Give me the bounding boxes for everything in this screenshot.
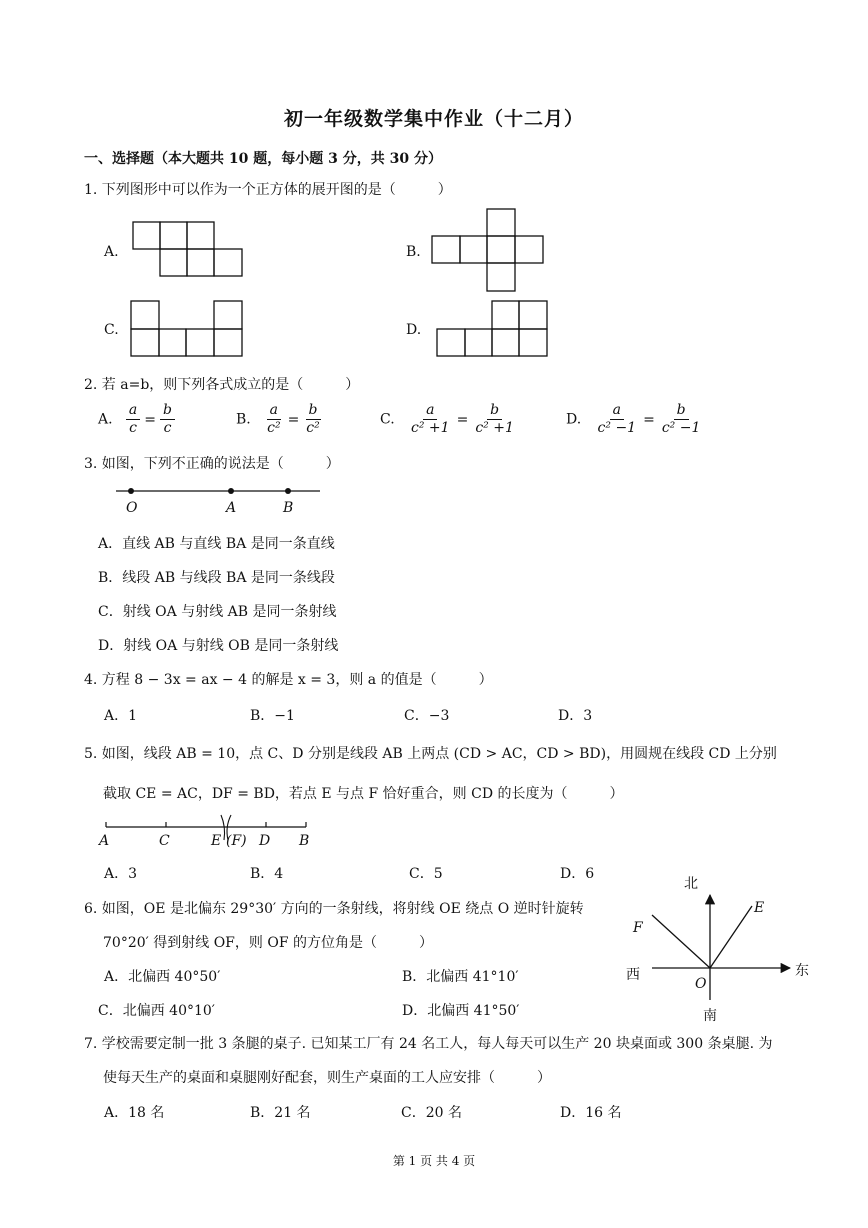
compass-point-e: E xyxy=(754,900,765,916)
q5-option-b: B．4 xyxy=(250,866,284,882)
q2-c-label: C. xyxy=(380,411,395,428)
q3-point-a: A xyxy=(226,500,237,516)
q3-option-a: A．直线 AB 与直线 BA 是同一条直线 xyxy=(98,536,335,552)
q2-c-eq: = xyxy=(456,411,469,428)
q2-b-eq: = xyxy=(287,411,300,428)
question-3-stem: 3. 如图，下列不正确的说法是（ ） xyxy=(84,456,340,472)
q2-d-num1: a xyxy=(610,402,624,420)
question-6-stem-line2: 70°20′ 得到射线 OF，则 OF 的方位角是（ ） xyxy=(103,935,433,951)
q5-point-c: C xyxy=(159,833,170,849)
q2-a-den1: c xyxy=(129,420,138,436)
q2-d-label: D. xyxy=(566,411,582,428)
compass-point-f: F xyxy=(633,920,643,936)
q2-a-num1: a xyxy=(126,402,140,420)
q7-option-b: B．21 名 xyxy=(250,1105,311,1121)
q2-d-den1: c² −1 xyxy=(597,420,637,436)
q3-option-c: C．射线 OA 与射线 AB 是同一条射线 xyxy=(98,604,337,620)
q2-c-den2: c² +1 xyxy=(475,420,514,436)
q7-option-a: A．18 名 xyxy=(104,1105,165,1121)
q6-option-d: D．北偏西 41°50′ xyxy=(402,1003,520,1019)
q2-d-den2: c² −1 xyxy=(661,420,701,436)
q4-option-d: D．3 xyxy=(558,708,593,724)
q5-option-a: A．3 xyxy=(104,866,138,882)
question-5-stem-line2: 截取 CE = AC，DF = BD，若点 E 与点 F 恰好重合，则 CD 的长度为（ ） xyxy=(103,786,624,802)
q2-a-label: A. xyxy=(98,411,113,428)
question-7-stem-line2: 使每天生产的桌面和桌腿刚好配套，则生产桌面的工人应安排（ ） xyxy=(103,1070,551,1086)
q1-option-a-label: A. xyxy=(104,244,119,260)
q4-option-b: B．−1 xyxy=(250,708,295,724)
page-title: 初一年级数学集中作业（十二月） xyxy=(283,108,584,130)
section-heading: 一、选择题（本大题共 10 题，每小题 3 分，共 30 分） xyxy=(84,151,442,167)
q2-d-eq: = xyxy=(643,411,655,428)
question-6-stem-line1: 6. 如图，OE 是北偏东 29°30′ 方向的一条射线，将射线 OE 绕点 O 逆时针旋转 xyxy=(84,901,584,917)
q6-option-a: A．北偏西 40°50′ xyxy=(104,969,221,985)
compass-north-label: 北 xyxy=(684,876,698,892)
q2-b-label: B. xyxy=(236,411,251,428)
q4-option-c: C．−3 xyxy=(404,708,450,724)
q2-c-num1: a xyxy=(423,402,437,420)
q1-option-b-label: B. xyxy=(406,244,421,260)
question-4-stem: 4. 方程 8 − 3x = ax − 4 的解是 x = 3，则 a 的值是（ ） xyxy=(84,672,493,688)
q5-point-e: E xyxy=(211,833,222,849)
question-2-stem: 2. 若 a=b，则下列各式成立的是（ ） xyxy=(84,377,360,393)
q7-option-c: C．20 名 xyxy=(401,1105,462,1121)
q4-option-a: A．1 xyxy=(104,708,138,724)
q7-option-d: D．16 名 xyxy=(560,1105,622,1121)
compass-point-o: O xyxy=(695,976,707,992)
q3-point-o: O xyxy=(126,500,138,516)
page-footer: 第 1 页 共 4 页 xyxy=(392,1154,476,1168)
q5-point-a: A xyxy=(99,833,110,849)
q6-option-b: B．北偏西 41°10′ xyxy=(402,969,519,985)
q1-option-d-label: D. xyxy=(406,322,422,338)
q2-c-den1: c² +1 xyxy=(411,420,450,436)
q3-point-b: B xyxy=(283,500,294,516)
question-7-stem-line1: 7. 学校需要定制一批 3 条腿的桌子. 已知某工厂有 24 名工人，每人每天可以生产 20 块桌面或 300 条桌腿. 为 xyxy=(84,1036,773,1052)
q6-option-c: C．北偏西 40°10′ xyxy=(98,1003,215,1019)
q3-option-d: D．射线 OA 与射线 OB 是同一条射线 xyxy=(98,638,339,654)
q5-point-b: B xyxy=(299,833,310,849)
q2-b-den2: c² xyxy=(306,420,320,436)
q2-d-num2: b xyxy=(674,402,689,420)
q2-a-den2: c xyxy=(163,420,172,436)
compass-east-label: 东 xyxy=(795,963,809,979)
question-1-stem: 1. 下列图形中可以作为一个正方体的展开图的是（ ） xyxy=(84,182,452,198)
q2-b-den1: c² xyxy=(267,420,281,436)
question-5-stem-line1: 5. 如图，线段 AB = 10，点 C、D 分别是线段 AB 上两点 (CD > AC，CD > BD)，用圆规在线段 CD 上分别 xyxy=(84,746,777,762)
q2-b-num2: b xyxy=(306,402,321,420)
q1-option-c-label: C. xyxy=(104,322,119,338)
compass-west-label: 西 xyxy=(626,967,640,983)
compass-south-label: 南 xyxy=(703,1008,717,1024)
q2-c-num2: b xyxy=(487,402,502,420)
q5-point-f: (F) xyxy=(226,833,247,849)
q2-a-num2: b xyxy=(160,402,175,420)
q5-option-c: C．5 xyxy=(409,866,443,882)
q5-option-d: D．6 xyxy=(560,866,595,882)
q2-a-eq: = xyxy=(144,411,157,428)
q2-b-num1: a xyxy=(267,402,281,420)
q3-option-b: B．线段 AB 与线段 BA 是同一条线段 xyxy=(98,570,335,586)
q5-point-d: D xyxy=(259,833,271,849)
